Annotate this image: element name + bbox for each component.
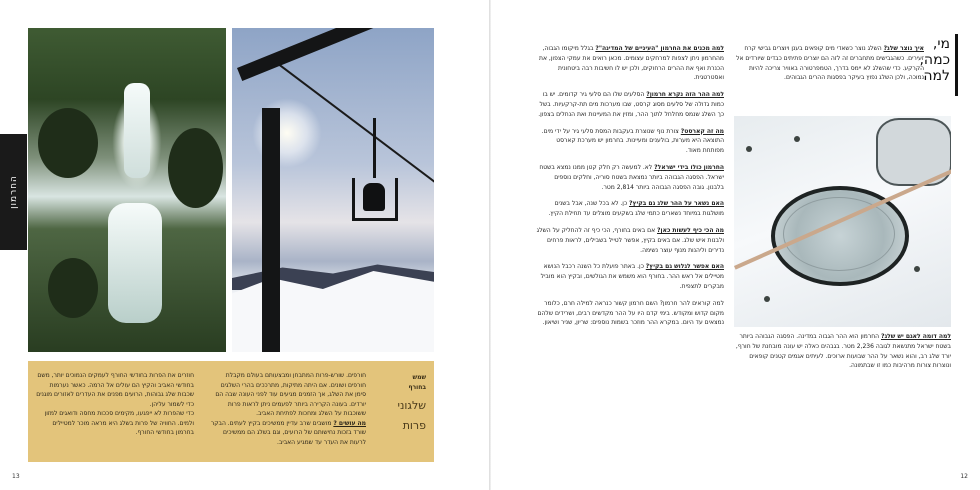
qa-item xyxy=(536,299,724,328)
qa-answer: צורת נוף שנוצרת בעקבות המסת סלעי גיר על ידי מים. התוצאה היא מערות, בולענים ומעיינות. בחרמון יש מערכת קארסט מפותחת מאוד. xyxy=(541,127,724,155)
intro-block xyxy=(734,44,924,83)
qa-answer: כן. לא בכל שנה, אבל בשנים מושלגות במיוחד נשארים כתמי שלג בשקעים מוצלים עד תחילת הקיץ. xyxy=(548,200,724,218)
qa-item xyxy=(536,199,724,219)
page-title-line2: כמה, xyxy=(919,52,950,68)
qa-item xyxy=(536,90,724,119)
sidebar-question: מה עושים ? xyxy=(333,419,366,427)
shrub xyxy=(914,266,920,272)
qa-item xyxy=(536,127,724,156)
sidebar-kicker-line1: שמש xyxy=(412,374,426,381)
ski-lift-photo xyxy=(232,28,434,352)
qa-item xyxy=(536,163,724,192)
lake-block xyxy=(734,332,951,452)
sidebar-text: חורפים. שורש-פרות המתבחן ומבצעותם בעולם מקבלת חורפים ושונים. אם היתה מתיקות, מתרככים בהרי השלגים סימן את השלג, אך הזמנים מגיעים עוד לפני העונה שבה הם יורדים. בעונה הקרירה ביותר לפעמים ניתן לראות פרות ששוכבות על השלג ומחכות לפתיחת האביב. xyxy=(215,372,366,417)
waterfall-photo xyxy=(28,28,226,352)
page-title-line3: למה xyxy=(923,68,950,84)
qa-answer: לא. למעשה רק חלק קטן ממנו נמצא בשטח ישראל. הפסגה הגבוהה ביותר נמצאת בשטח סוריה, וחלקים נוספים בלבנון. גובה הפסגה הגבוהה ביותר 2,814 מטר. xyxy=(539,163,724,191)
qa-answer: אם באים בחורף, הכי כיף זה להחליק על השלג ולבנות איש שלג. אם באים בקיץ, אפשר לטייל בשבילים, לראות פרחים נדירים וליהנות מנוף עוצר נשימה. xyxy=(536,226,724,254)
qa-question: האם אפשר לגלוש גם בקיץ? xyxy=(645,263,724,271)
rock xyxy=(48,258,98,318)
shrub xyxy=(746,146,752,152)
sidebar-title-line1: שלגוני xyxy=(397,399,426,412)
sidebar-heading xyxy=(371,373,426,433)
lift-arm xyxy=(237,28,418,81)
page-number: 13 xyxy=(12,473,20,480)
intro-text: השלג נוצר כשאדי מים קופאים בענן ויוצרים גבישי קרח זעירים. כשהגבישים מתחברים זה לזה הם יוצרים פתיתים כבדים שיורדים אל הקרקע. כדי שהשלג לא יימס בדרך, הטמפרטורה באוויר צריכה להיות נמוכה, ולכן השלג נפוץ בעיקר בפסגות ההרים הגבוהים. xyxy=(736,45,924,82)
lift-chair xyxy=(352,178,398,221)
qa-question: החרמון כולו בידי ישראל? xyxy=(654,163,724,171)
qa-column xyxy=(536,44,724,454)
lake-text: החרמון הוא ההר הגבוה במדינה. הפסגה הגבוהה ביותר בשטח ישראל מתנשאת לגובה 2,236 מטר. בגבהים כאלה יש עונה מובחנת של חורף, יורד שלג רב, והוא נשאר על ההר שבועות ארוכים. לעיתים אגמים קטנים קופאים ונוצרות צורות מרהיבות כמו זו שבתמונה. xyxy=(735,333,951,370)
qa-question: למה ההר הזה נקרא חרמון? xyxy=(646,91,724,99)
qa-item xyxy=(536,44,724,83)
sidebar-column-right xyxy=(208,371,366,455)
qa-question: למה מכנים את החרמון "העיניים של המדינה"? xyxy=(595,45,724,52)
page-title-line1: מי, xyxy=(932,36,950,52)
frozen-lake-aerial-photo xyxy=(734,116,951,327)
sidebar-kicker-line2: בחורף xyxy=(408,384,426,391)
sidebar-text: כדי שהפרות לא ייפגעו, מקימים סככות מחסה ודואגים למזון ולמים. החוויה של פרות בשלג היא מראה מוכר למטיילים בחרמון בחודשי החורף. xyxy=(44,410,194,436)
lift-tower xyxy=(262,108,280,352)
ice-ring-inner xyxy=(783,197,895,271)
rock xyxy=(38,108,98,178)
chair-hanger xyxy=(373,118,376,178)
lake-question: למה דומה לאגם יש שלג? xyxy=(880,333,951,340)
chair-riders xyxy=(363,183,385,211)
shrub xyxy=(794,136,800,142)
waterfall-upper xyxy=(124,83,150,178)
qa-item xyxy=(536,262,724,291)
shrub xyxy=(764,296,770,302)
qa-question: האם נשאר על ההר שלג גם בקיץ? xyxy=(629,200,724,208)
rock xyxy=(168,128,223,208)
qa-question: מה הכי כיף לעשות כאן? xyxy=(657,226,724,234)
qa-answer: בגלל מיקומו הגבוה, מהחרמון ניתן לצפות למרחקים עצומים. מכאן רואים את עמקי הצפון, את הכנרת ואף את ההרים הרחוקים, ולכן יש לו חשיבות רבה ביטחונית ואסטרטגית. xyxy=(539,45,724,82)
sidebar-title-line2: פרות xyxy=(402,419,426,432)
sidebar-box xyxy=(28,361,434,462)
sidebar-text: חוזרים את הפרות בחודשי החורף לעמקים הנמוכים יותר, משם בחודשי האביב והקיץ הם עולים אל הרמה. כאשר נערמות שכבות שלג גבוהות, הרועים מפנים את העדרים לאזורים מוגנים כדי לשמור עליהן. xyxy=(36,372,194,408)
sidebar-column-left xyxy=(36,371,194,455)
intro-question: איך נוצר שלג? xyxy=(883,45,924,52)
heading-rule xyxy=(955,34,958,96)
sidebar-text: מושבים שרב עדיין ממשיכים בקיץ לעתים. הבקר שורד בזכות נחישותם של הרועים, וגם בשלג הם ממשיכים לרעות את העדר עד שמגיע האביב. xyxy=(210,419,366,446)
qa-answer: כן. באתר פועלת כל השנה רכבל הנושא מטיילים אל ראש ההר. בחורף הוא משמש את הגולשים, ובקיץ הוא מוביל מבקרים לתצפית. xyxy=(540,263,724,290)
qa-answer: הסלעים שלו הם סלעי גיר קדומים. יש בו כמות גדולה של סלעים מסוג קרסט, שבו מערכות מים תת-קרקעיות. בשל כך השלג שנמס מחלחל לתוך ההר, ומזין את המעיינות ואת הנחלים בצפון. xyxy=(538,91,724,118)
qa-item xyxy=(536,226,724,255)
section-tab-label: החרמון xyxy=(8,175,19,209)
qa-question: מה זה קארסט? xyxy=(680,127,724,135)
left-page xyxy=(0,0,489,490)
sidebar-columns xyxy=(36,371,366,455)
qa-extra: למה קוראים להר חרמון? השם חרמון קשור כנראה למילה חרם, כלומר מקום קדוש ומקודש. בימי קדם היו על ההר מקדשים רבים, ושרידים שלהם נמצאים עד היום. במקרא ההר מוזכר בשמות נוספים: שריון, שניר ושיאון. xyxy=(537,299,724,327)
waterfall-lower xyxy=(108,203,162,323)
section-tab xyxy=(0,134,27,250)
page-number: 12 xyxy=(960,473,968,480)
